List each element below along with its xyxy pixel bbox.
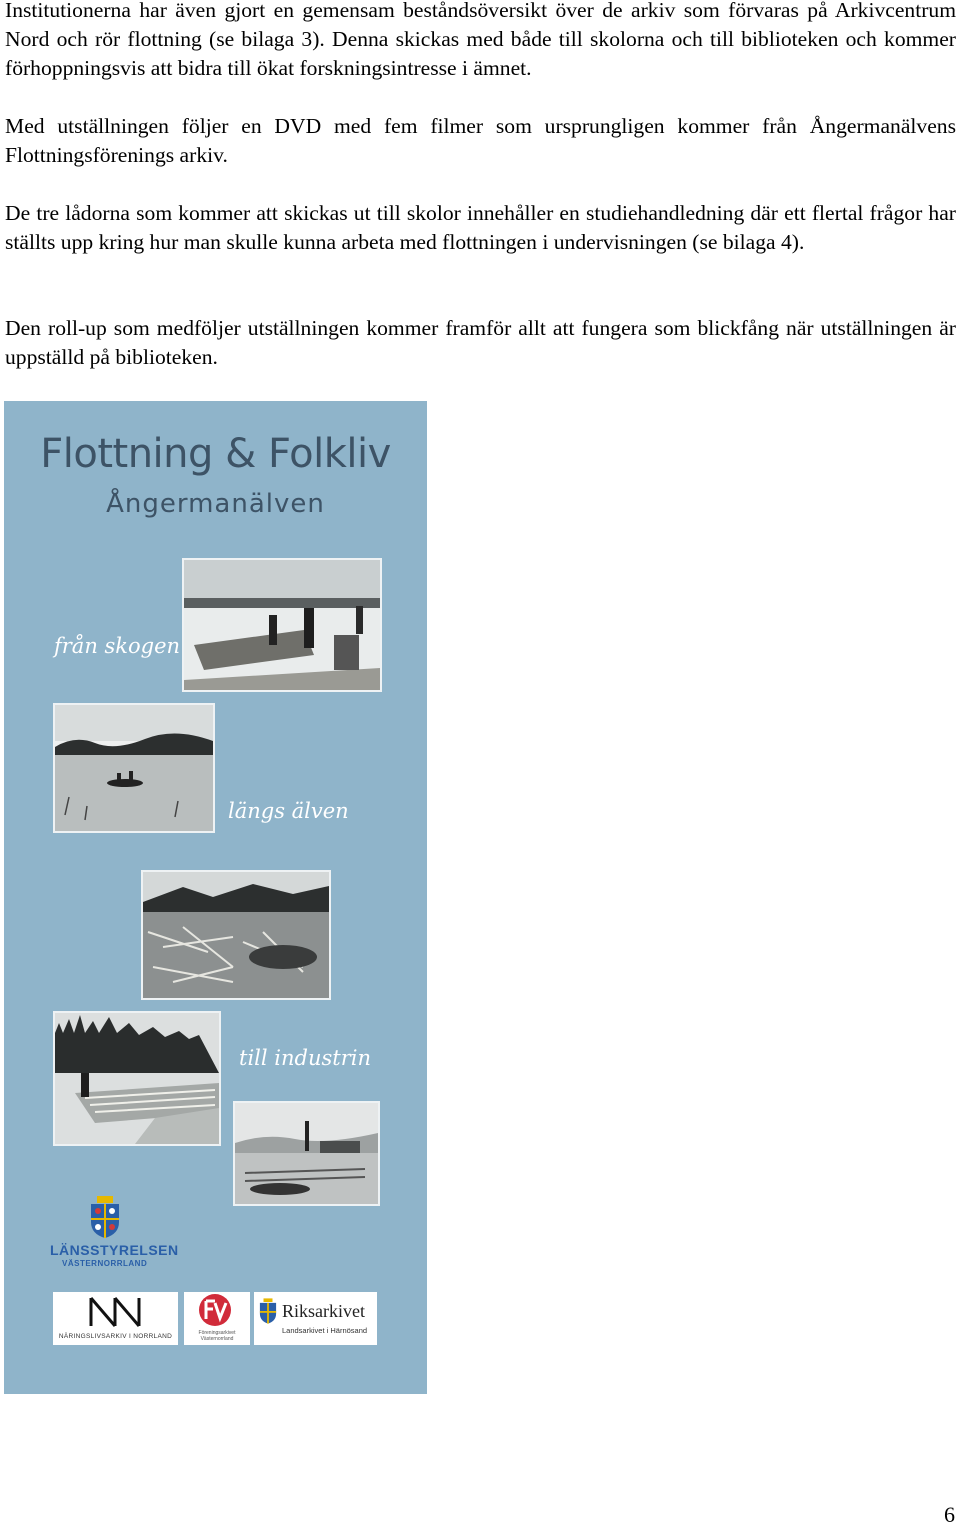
paragraph-rollup: Den roll-up som medföljer utställningen kommer framför allt att fungera som blickfång när utställningen är uppställd på biblioteken.	[5, 316, 956, 369]
caption-to-industry: till industrin	[239, 1046, 371, 1070]
caption-from-forest: från skogen	[54, 634, 181, 658]
nn-logo: NÄRINGSLIVSARKIV I NORRLAND	[53, 1292, 178, 1345]
riksarkivet-logo: Riksarkivet Landsarkivet i Härnösand	[254, 1292, 377, 1345]
caption-along-river: längs älven	[228, 799, 349, 823]
rollup-subtitle: Ångermanälven	[106, 489, 325, 519]
photo-boat-on-river	[53, 703, 215, 833]
photo-winter-logging	[182, 558, 382, 692]
rollup-title: Flottning & Folkliv	[40, 431, 391, 477]
rollup-poster-image	[4, 401, 427, 1394]
lansstyrelsen-logo: LÄNSSTYRELSEN VÄSTERNORRLAND	[50, 1242, 179, 1268]
paragraph-dvd: Med utställningen följer en DVD med fem filmer som ursprungligen kommer från Ångermanälvens Flottningsförenings arkiv.	[5, 114, 956, 167]
page-number: 6	[944, 1502, 955, 1527]
photo-timber-stacks	[53, 1011, 221, 1146]
fv-logo: Föreningsarkivet Västernorrland	[184, 1292, 250, 1345]
photo-sawmill	[233, 1101, 380, 1206]
crest-icon	[89, 1196, 121, 1238]
photo-log-jam	[141, 870, 331, 1000]
paragraph-overview: Institutionerna har även gjort en gemensam beståndsöversikt över de arkiv som förvaras på Arkivcentrum Nord och rör flottning (se bilaga 3). Denna skickas med både till skolorna och till biblioteken och kommer förhoppningsvis att bidra till ökat forskningsintresse i ämnet.	[5, 0, 956, 80]
paragraph-boxes: De tre lådorna som kommer att skickas ut till skolor innehåller en studiehandledning där ett flertal frågor har ställts upp kring hur man skulle kunna arbeta med flottningen i undervisningen (se bilaga 4).	[5, 201, 956, 254]
